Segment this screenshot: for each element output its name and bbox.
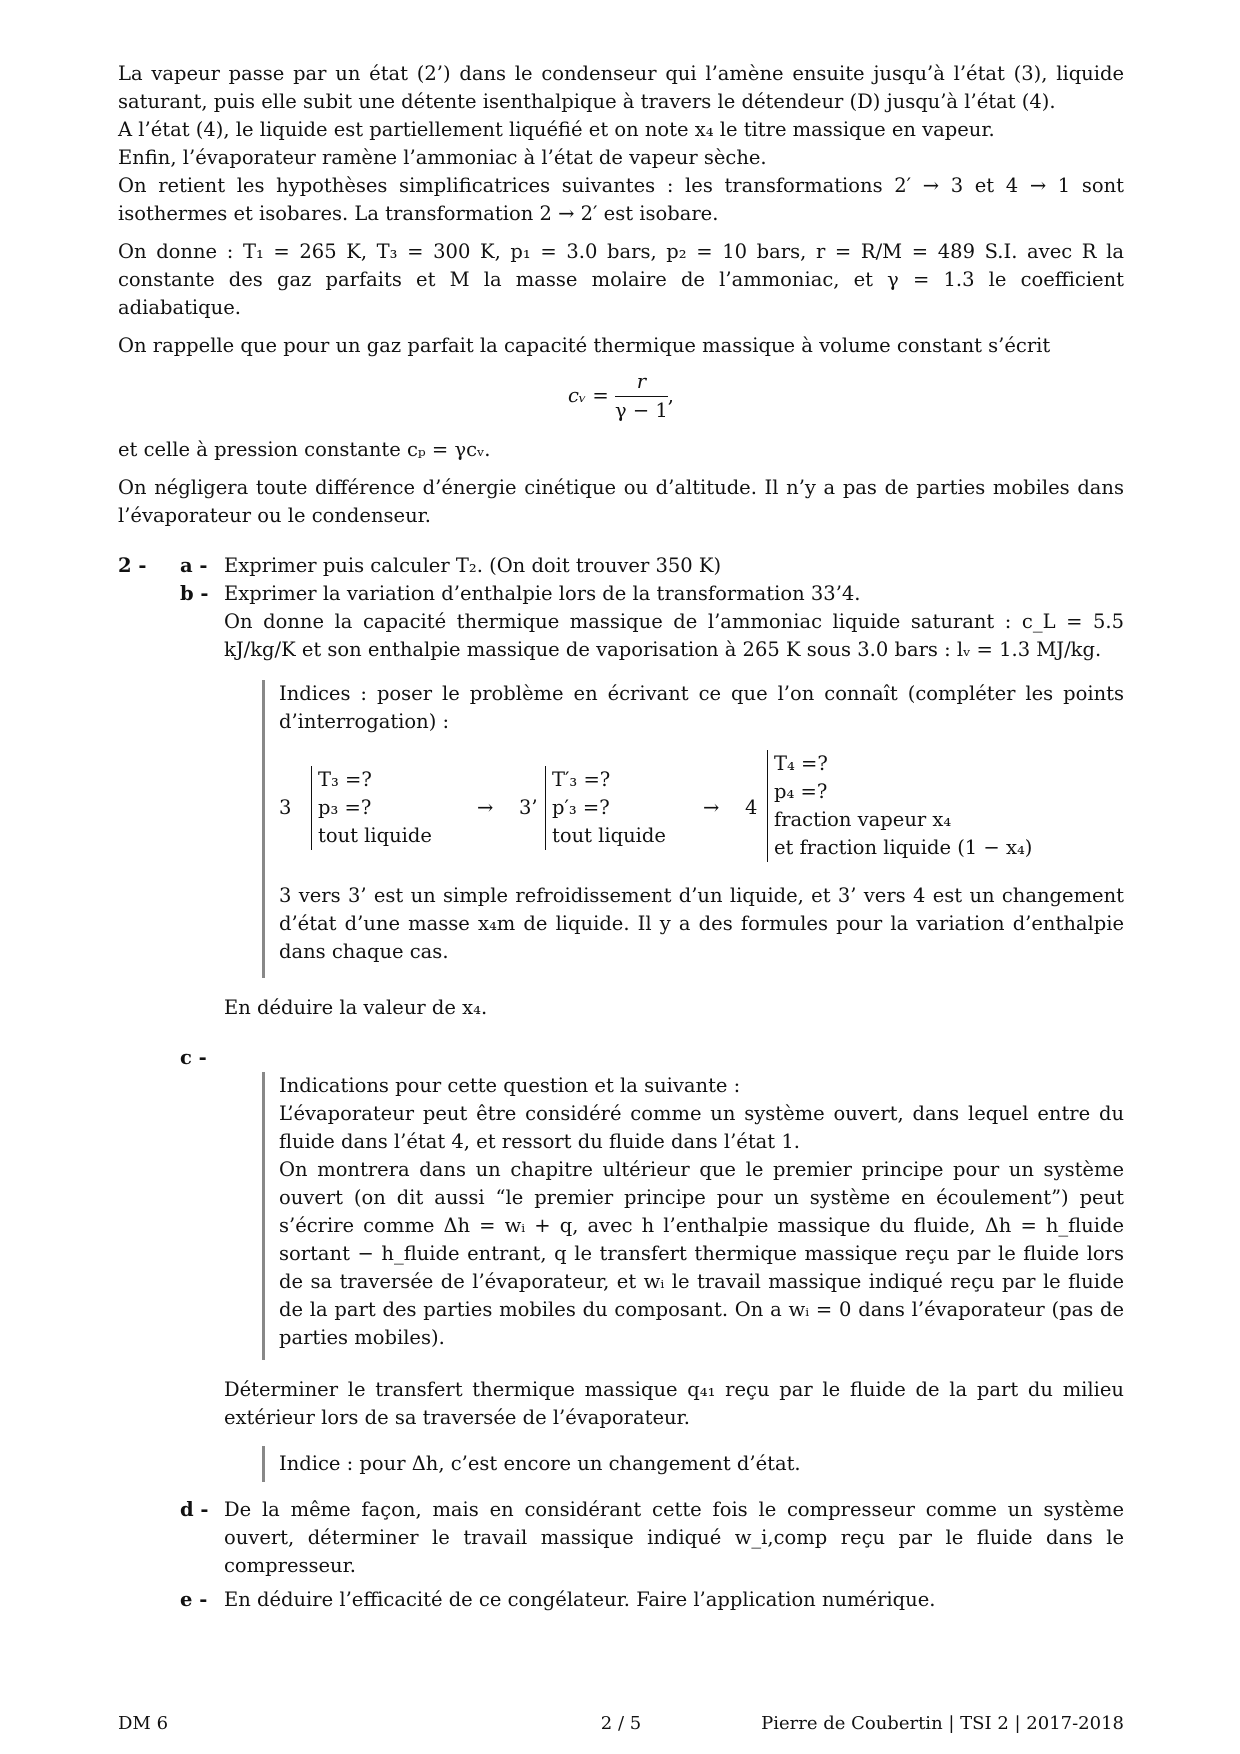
part-b-label: b - xyxy=(180,582,209,605)
part-b-text-1: Exprimer la variation d’enthalpie lors de la transformation 33’4. xyxy=(224,582,861,605)
hint-box-c xyxy=(262,1072,1124,1360)
hint-c-title: Indications pour cette question et la suivante : xyxy=(279,1074,741,1097)
hint-box-c2 xyxy=(262,1446,1124,1482)
part-a-label: a - xyxy=(180,554,208,577)
state-3-brace xyxy=(311,766,432,850)
part-d-text: De la même façon, mais en considérant cette fois le compresseur comme un système ouvert, déterminer le travail massique indiqué w_i,comp reçu par le fluide dans le compresseur. xyxy=(224,1498,1124,1577)
state-4-line: fraction vapeur x₄ xyxy=(774,808,952,831)
data-paragraph: On donne : T₁ = 265 K, T₃ = 300 K, p₁ = 3.0 bars, p₂ = 10 bars, r = R/M = 489 S.I. avec R la constante des gaz parfaits et M la masse molaire de l’ammoniac, et γ = 1.3 le coefficient adiabatique. xyxy=(118,240,1124,319)
state-4-brace xyxy=(767,750,1032,862)
part-e-text: En déduire l’efficacité de ce congélateur. Faire l’application numérique. xyxy=(224,1588,936,1611)
part-b-text-2: On donne la capacité thermique massique de l’ammoniac liquide saturant : c_L = 5.5 kJ/kg/K et son enthalpie massique de vaporisation à 265 K sous 3.0 bars : lᵥ = 1.3 MJ/kg. xyxy=(224,610,1124,661)
state-3-line: tout liquide xyxy=(318,824,432,847)
intro-paragraph-1b: A l’état (4), le liquide est partiellement liquéfié et on note x₄ le titre massique en vapeur. xyxy=(118,118,995,141)
question-2c xyxy=(118,1044,1124,1482)
neglect-paragraph: On négligera toute différence d’énergie cinétique ou d’altitude. Il n’y a pas de parties mobiles dans l’évaporateur ou le condenseur. xyxy=(118,476,1124,527)
part-b-deduce: En déduire la valeur de x₄. xyxy=(224,996,488,1019)
part-c-label: c - xyxy=(180,1046,207,1069)
formula-numerator: r xyxy=(615,368,668,397)
arrow-3p-to-4: → xyxy=(703,796,720,819)
reminder-paragraph: On rappelle que pour un gaz parfait la capacité thermique massique à volume constant s’écrit xyxy=(118,334,1051,357)
hint-b-outro: 3 vers 3’ est un simple refroidissement d’un liquide, et 3’ vers 4 est un changement d’état d’une masse x₄m de liquide. Il y a des formules pour la variation d’enthalpie dans chaque cas. xyxy=(279,884,1124,963)
cv-formula xyxy=(118,368,1124,430)
formula-denominator: γ − 1 xyxy=(614,399,668,422)
state-3p-label: 3’ xyxy=(519,796,538,819)
state-4-label: 4 xyxy=(745,796,758,819)
hint-c2-text: Indice : pour Δh, c’est encore un changement d’état. xyxy=(279,1452,801,1475)
states-diagram xyxy=(279,750,1124,872)
state-3p-brace xyxy=(545,766,666,850)
footer-left: DM 6 xyxy=(118,1713,169,1734)
hint-c-paragraph-1: L’évaporateur peut être considéré comme un système ouvert, dans lequel entre du fluide dans l’état 4, et ressort du fluide dans l’état 1. xyxy=(279,1102,1124,1153)
state-3-line: p₃ =? xyxy=(318,796,372,819)
state-4-line: T₄ =? xyxy=(774,752,828,775)
hint-box-b xyxy=(262,680,1124,978)
question-2d xyxy=(118,1496,1124,1580)
question-2b xyxy=(118,580,1124,1022)
hint-c-paragraph-2: On montrera dans un chapitre ultérieur que le premier principe pour un système ouvert (on dit aussi “le premier principe pour un système en écoulement”) peut s’écrire comme Δh = wᵢ + q, avec h l’enthalpie massique du fluide, Δh = h_fluide sortant − h_fluide entrant, q le transfert thermique massique reçu par le fluide lors de sa traversée de l’évaporateur, et wᵢ le travail massique indiqué reçu par le fluide de la part des parties mobiles du composant. On a wᵢ = 0 dans l’évaporateur (pas de parties mobiles). xyxy=(279,1158,1124,1349)
formula-fraction xyxy=(615,368,668,425)
state-4-line: et fraction liquide (1 − x₄) xyxy=(774,836,1033,859)
part-c-text: Déterminer le transfert thermique massique q₄₁ reçu par le fluide de la part du milieu extérieur lors de sa traversée de l’évaporateur. xyxy=(224,1378,1124,1429)
cp-paragraph: et celle à pression constante cₚ = γcᵥ. xyxy=(118,438,491,461)
footer-right: Pierre de Coubertin | TSI 2 | 2017-2018 xyxy=(761,1713,1124,1734)
intro-paragraph-1c: Enfin, l’évaporateur ramène l’ammoniac à l’état de vapeur sèche. xyxy=(118,146,767,169)
intro-paragraph-1a: La vapeur passe par un état (2’) dans le condenseur qui l’amène ensuite jusqu’à l’état (3), liquide saturant, puis elle subit une détente isenthalpique à travers le détendeur (D) jusqu’à l’état (4). xyxy=(118,62,1124,113)
part-a-text: Exprimer puis calculer T₂. (On doit trouver 350 K) xyxy=(224,554,722,577)
arrow-3-to-3p: → xyxy=(477,796,494,819)
question-2a xyxy=(118,552,1124,580)
state-3-label: 3 xyxy=(279,796,292,819)
state-3-line: T₃ =? xyxy=(318,768,372,791)
state-3p-line: tout liquide xyxy=(552,824,666,847)
state-4-line: p₄ =? xyxy=(774,780,828,803)
page-number: 2 / 5 xyxy=(600,1713,642,1734)
state-3p-line: T′₃ =? xyxy=(552,768,611,791)
hint-b-intro: Indices : poser le problème en écrivant ce que l’on connaît (compléter les points d’interrogation) : xyxy=(279,682,1124,733)
question-2e xyxy=(118,1586,1124,1614)
question-number: 2 - xyxy=(118,554,147,577)
formula-end: , xyxy=(667,384,674,407)
page-content xyxy=(118,60,1124,1614)
intro-paragraph-1d: On retient les hypothèses simplificatrices suivantes : les transformations 2′ → 3 et 4 → 1 sont isothermes et isobares. La transformation 2 → 2′ est isobare. xyxy=(118,174,1124,225)
formula-lhs: cᵥ = xyxy=(568,384,609,407)
state-3p-line: p′₃ =? xyxy=(552,796,610,819)
part-e-label: e - xyxy=(180,1588,208,1611)
part-d-label: d - xyxy=(180,1498,209,1521)
